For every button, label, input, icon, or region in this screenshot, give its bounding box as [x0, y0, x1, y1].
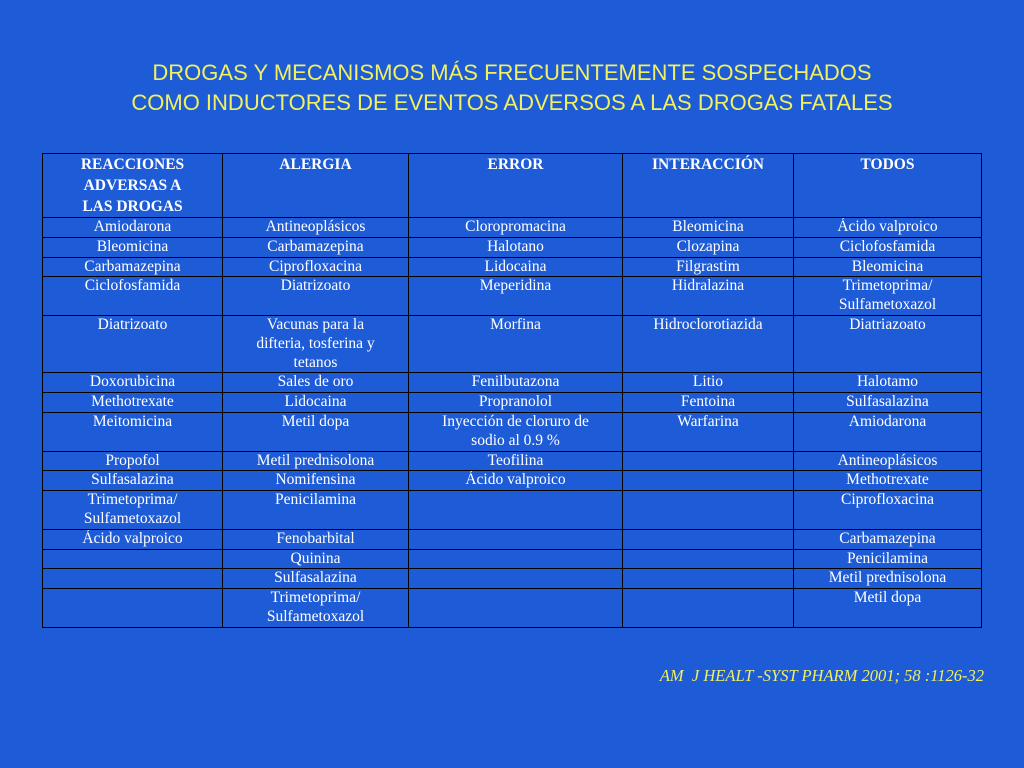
table-cell: Lidocaina	[223, 393, 409, 413]
table-cell: Penicilamina	[223, 491, 409, 530]
slide-title-line-1: DROGAS Y MECANISMOS MÁS FRECUENTEMENTE SOSPECHADOS	[152, 60, 872, 85]
table-cell: Carbamazepina	[223, 237, 409, 257]
table-cell: Warfarina	[623, 412, 794, 451]
table-cell: Carbamazepina	[43, 257, 223, 277]
table-row	[43, 491, 982, 530]
table-cell: Ácido valproico	[43, 529, 223, 549]
table-cell: Penicilamina	[794, 549, 982, 569]
table-cell: Doxorubicina	[43, 373, 223, 393]
table-cell: Fenilbutazona	[409, 373, 623, 393]
table-row	[43, 451, 982, 471]
table-cell: Meitomicina	[43, 412, 223, 451]
table-row	[43, 237, 982, 257]
drugs-table	[42, 153, 982, 628]
table-cell	[623, 549, 794, 569]
table-cell: Lidocaina	[409, 257, 623, 277]
table-cell: Halotano	[409, 237, 623, 257]
table-cell	[623, 569, 794, 589]
table-cell: Fentoina	[623, 393, 794, 413]
table-cell	[623, 529, 794, 549]
table-cell: Sales de oro	[223, 373, 409, 393]
table-row	[43, 471, 982, 491]
table-cell	[623, 589, 794, 628]
table-cell: Metil dopa	[223, 412, 409, 451]
citation: AM J HEALT -SYST PHARM 2001; 58 :1126-32	[659, 666, 984, 685]
table-cell: Bleomicina	[43, 237, 223, 257]
table-cell: Vacunas para la difteria, tosferina y tetanos	[223, 315, 409, 372]
table-cell: Metil dopa	[794, 589, 982, 628]
table-cell: Ciprofloxacina	[794, 491, 982, 530]
table-cell: Ácido valproico	[794, 218, 982, 238]
table-cell	[623, 471, 794, 491]
table-row	[43, 257, 982, 277]
column-header-error: ERROR	[409, 154, 623, 218]
table-cell: Antineoplásicos	[223, 218, 409, 238]
table-cell: Hidralazina	[623, 277, 794, 316]
table-cell	[623, 491, 794, 530]
table-cell: Fenobarbital	[223, 529, 409, 549]
column-header-interaccion: INTERACCIÓN	[623, 154, 794, 218]
table-cell: Methotrexate	[43, 393, 223, 413]
table-cell: Antineoplásicos	[794, 451, 982, 471]
table-cell	[409, 491, 623, 530]
table-cell: Trimetoprima/ Sulfametoxazol	[43, 491, 223, 530]
table-cell: Carbamazepina	[794, 529, 982, 549]
table-cell: Nomifensina	[223, 471, 409, 491]
table-cell: Quinina	[223, 549, 409, 569]
table-row	[43, 315, 982, 372]
table-row	[43, 393, 982, 413]
table-cell: Diatrizoato	[223, 277, 409, 316]
table-cell: Propranolol	[409, 393, 623, 413]
table-cell	[43, 589, 223, 628]
table-cell: Diatrizoato	[43, 315, 223, 372]
column-header-todos: TODOS	[794, 154, 982, 218]
table-cell: Halotamo	[794, 373, 982, 393]
table-cell: Sulfasalazina	[223, 569, 409, 589]
column-header-alergia: ALERGIA	[223, 154, 409, 218]
table-row	[43, 218, 982, 238]
table-cell: Trimetoprima/ Sulfametoxazol	[223, 589, 409, 628]
table-header-row	[43, 154, 982, 218]
table-cell: Ciprofloxacina	[223, 257, 409, 277]
table-row	[43, 549, 982, 569]
column-header-reacciones-adversas: REACCIONES ADVERSAS A LAS DROGAS	[43, 154, 223, 218]
table-cell: Diatriazoato	[794, 315, 982, 372]
table-cell: Hidroclorotiazida	[623, 315, 794, 372]
table-cell	[409, 589, 623, 628]
table-cell: Trimetoprima/ Sulfametoxazol	[794, 277, 982, 316]
table-row	[43, 589, 982, 628]
table-cell: Litio	[623, 373, 794, 393]
table-cell: Metil prednisolona	[223, 451, 409, 471]
table-cell: Filgrastim	[623, 257, 794, 277]
table-row	[43, 373, 982, 393]
table-cell: Bleomicina	[623, 218, 794, 238]
table-cell: Ácido valproico	[409, 471, 623, 491]
table-cell	[409, 529, 623, 549]
table-cell: Sulfasalazina	[43, 471, 223, 491]
table-cell: Bleomicina	[794, 257, 982, 277]
slide-title	[0, 58, 1024, 118]
table-cell: Clozapina	[623, 237, 794, 257]
table-cell	[43, 569, 223, 589]
table-row	[43, 277, 982, 316]
table-cell: Propofol	[43, 451, 223, 471]
table-row	[43, 412, 982, 451]
table-cell: Ciclofosfamida	[794, 237, 982, 257]
slide-title-line-2: COMO INDUCTORES DE EVENTOS ADVERSOS A LAS DROGAS FATALES	[131, 90, 893, 115]
table-cell: Meperidina	[409, 277, 623, 316]
table-cell	[409, 569, 623, 589]
table-cell	[409, 549, 623, 569]
table-cell: Metil prednisolona	[794, 569, 982, 589]
table-cell: Morfina	[409, 315, 623, 372]
table-cell: Teofilina	[409, 451, 623, 471]
table-cell: Ciclofosfamida	[43, 277, 223, 316]
table-row	[43, 529, 982, 549]
table-cell: Sulfasalazina	[794, 393, 982, 413]
table-cell: Methotrexate	[794, 471, 982, 491]
table-cell: Amiodarona	[794, 412, 982, 451]
table-cell: Amiodarona	[43, 218, 223, 238]
table-cell: Inyección de cloruro de sodio al 0.9 %	[409, 412, 623, 451]
table-cell: Cloropromacina	[409, 218, 623, 238]
table-cell	[43, 549, 223, 569]
table-row	[43, 569, 982, 589]
table-cell	[623, 451, 794, 471]
